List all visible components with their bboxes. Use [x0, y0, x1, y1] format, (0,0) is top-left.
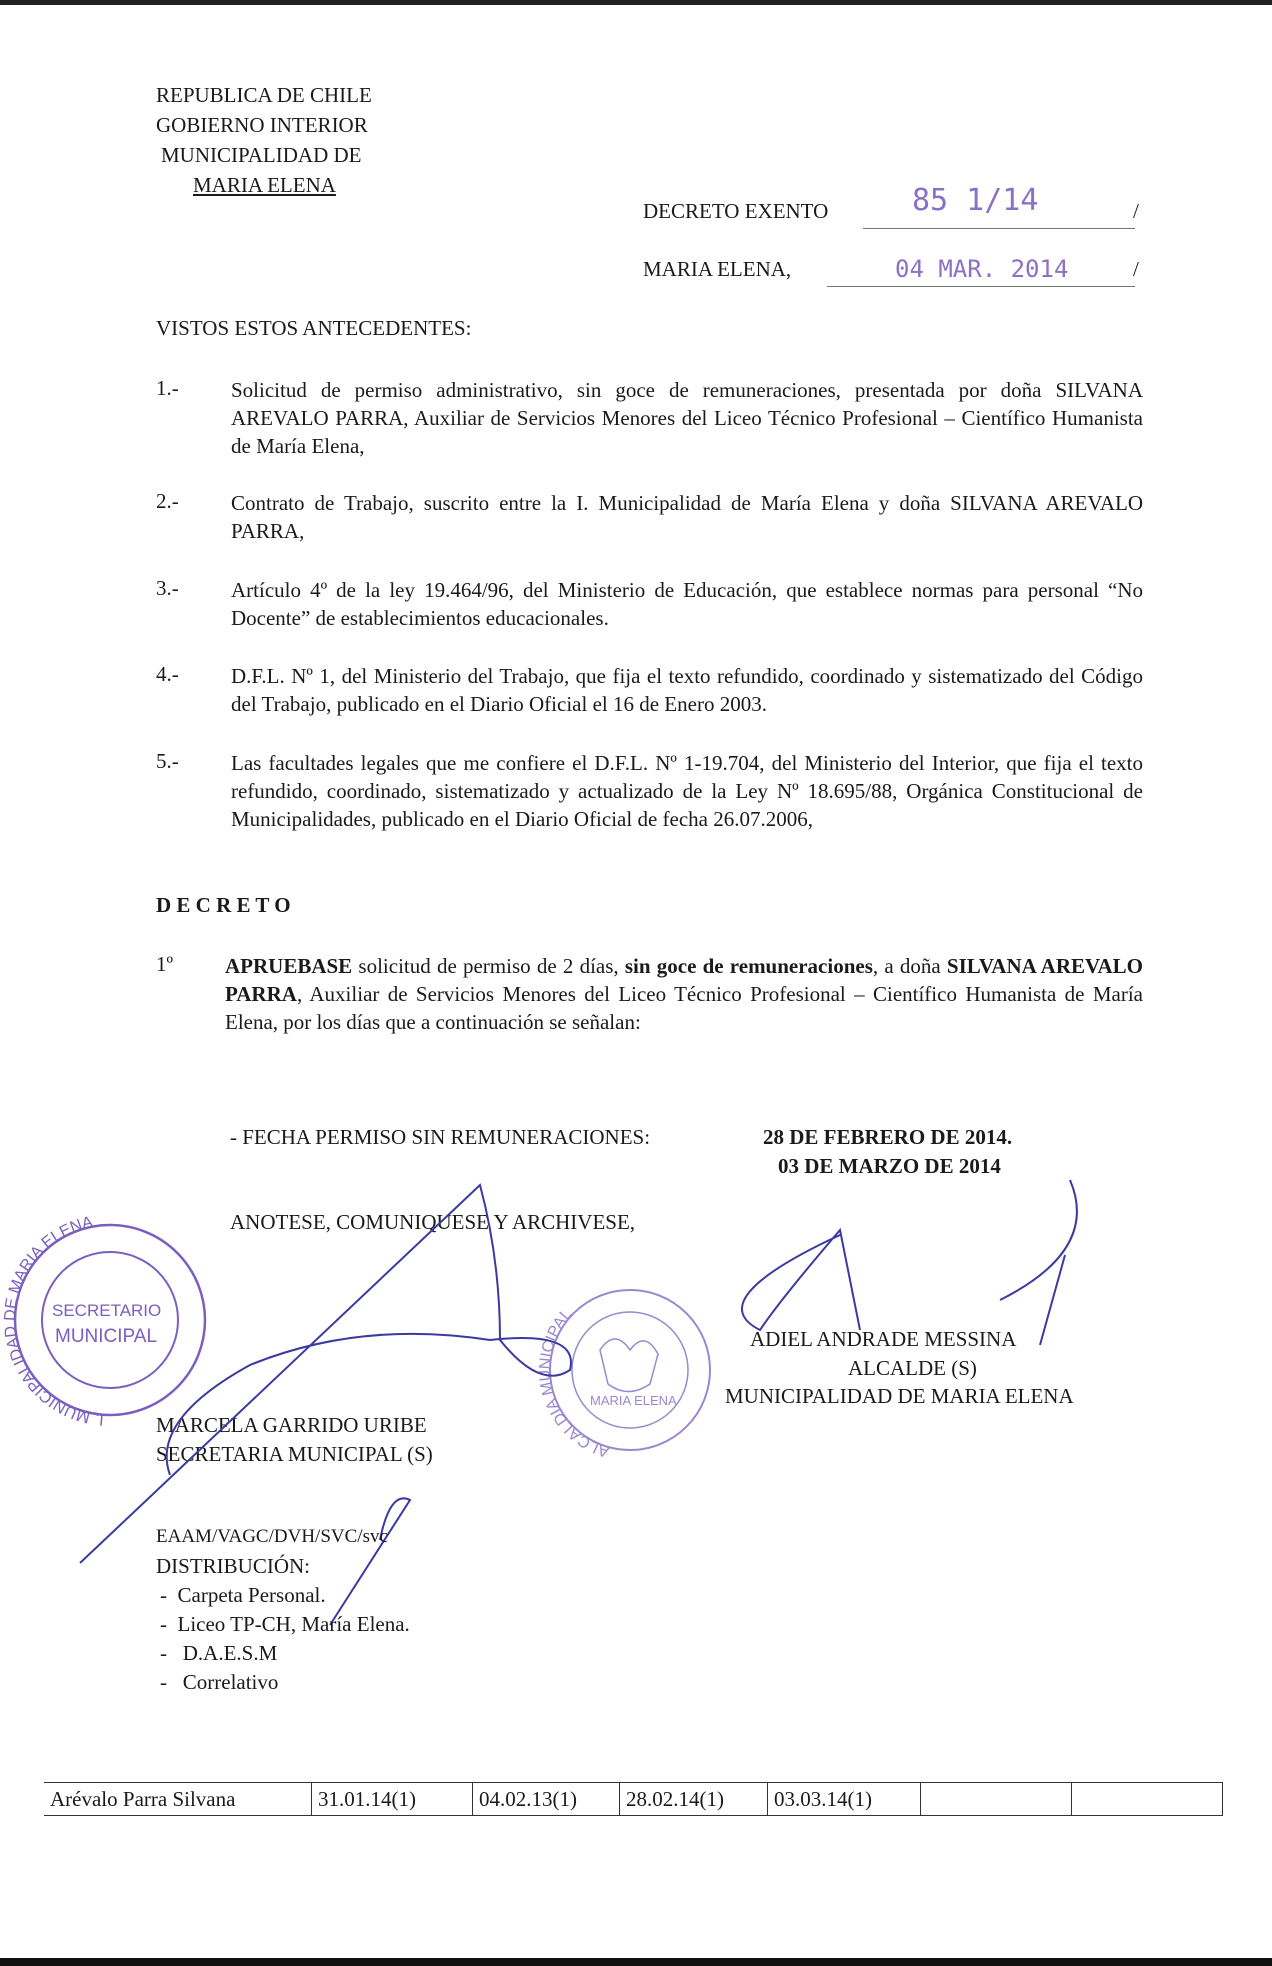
distribucion-item: - D.A.E.S.M [160, 1641, 278, 1665]
decreto-exento-label: DECRETO EXENTO [643, 199, 829, 223]
text: , a doña [872, 954, 947, 978]
distribucion-item-text: Carpeta Personal. [177, 1583, 326, 1607]
stamp-center-1: SECRETARIO [52, 1301, 162, 1320]
stamp-center-2: MUNICIPAL [55, 1326, 158, 1347]
distribucion-item: - Correlativo [160, 1670, 279, 1694]
distribucion-item: - Carpeta Personal. [160, 1583, 326, 1607]
closing-text: ANOTESE, COMUNIQUESE Y ARCHIVESE, [230, 1210, 636, 1234]
vistos-item: Las facultades legales que me confiere el D.F.L. Nº 1-19.704, del Ministerio del Interior, que fija el texto refundido, coordinado, sistematizado y actualizado de la Ley Nº 18.695/88, Orgánica Constitucional de Municipalidades, publicado en el Diario Oficial de fecha 26.07.2006, [231, 751, 1143, 831]
secretaria-name: MARCELA GARRIDO URIBE [156, 1413, 427, 1437]
item-number: 5.- [156, 749, 179, 773]
fecha-date-2: 03 DE MARZO DE 2014 [778, 1154, 1001, 1178]
bold-text: SILVANA AREVALO PARRA [225, 954, 1143, 1006]
alcalde-name: ADIEL ANDRADE MESSINA [750, 1327, 1017, 1351]
distribucion-title: DISTRIBUCIÓN: [156, 1554, 311, 1578]
text: , Auxiliar de Servicios Menores del Liceo Técnico Profesional – Científico Humanista de María Elena, por los días que a continuación se señalan: [225, 982, 1143, 1034]
text: solicitud de permiso de 2 días, [352, 954, 625, 978]
header-line-2: GOBIERNO INTERIOR [156, 113, 368, 137]
alcalde-title: ALCALDE (S) [848, 1356, 977, 1380]
item-number: 2.- [156, 489, 179, 513]
table-cell [921, 1783, 1072, 1816]
header-line-3: MUNICIPALIDAD DE [161, 143, 362, 167]
secretary-signature [80, 1185, 571, 1563]
table-cell: 31.01.14(1) [312, 1783, 473, 1816]
table-row [44, 1783, 1223, 1816]
vistos-item: D.F.L. Nº 1, del Ministerio del Trabajo, que fija el texto refundido, coordinado y sistematizado del Código del Trabajo, publicado en el Diario Oficial el 16 de Enero 2003. [231, 664, 1143, 716]
place-label: MARIA ELENA, [643, 257, 792, 281]
table-cell: Arévalo Parra Silvana [44, 1783, 312, 1816]
table-cell: 28.02.14(1) [620, 1783, 768, 1816]
vistos-item: Artículo 4º de la ley 19.464/96, del Ministerio de Educación, que establece normas para personal “No Docente” de establecimientos educacionales. [231, 578, 1143, 630]
distribucion-item-text: Liceo TP-CH, María Elena. [177, 1612, 410, 1636]
distribucion-item-text: Correlativo [182, 1670, 279, 1694]
slash: / [1133, 257, 1139, 281]
alcalde-org: MUNICIPALIDAD DE MARIA ELENA [725, 1384, 1074, 1408]
table-cell: 04.02.13(1) [473, 1783, 620, 1816]
table-cell: 03.03.14(1) [768, 1783, 921, 1816]
item-number: 4.- [156, 662, 179, 686]
header-line-4: MARIA ELENA [193, 173, 336, 197]
permission-record-table [44, 1782, 1223, 1816]
vistos-item: Contrato de Trabajo, suscrito entre la I. Municipalidad de María Elena y doña SILVANA AREVALO PARRA, [231, 491, 1143, 543]
decree-number: 85 1/14 [912, 183, 1039, 218]
initials: EAAM/VAGC/DVH/SVC/svc [156, 1526, 388, 1547]
vistos-item: Solicitud de permiso administrativo, sin goce de remuneraciones, presentada por doña SILVANA AREVALO PARRA, Auxiliar de Servicios Menores del Liceo Técnico Profesional – Científico Humanista de María Elena, [231, 378, 1143, 458]
alcalde-signature [742, 1180, 1077, 1345]
fecha-date-1: 28 DE FEBRERO DE 2014. [763, 1125, 1013, 1149]
item-number: 3.- [156, 576, 179, 600]
table-cell [1072, 1783, 1223, 1816]
header-line-1: REPUBLICA DE CHILE [156, 83, 372, 107]
decree-date: 04 MAR. 2014 [895, 255, 1069, 283]
initials-signature [330, 1498, 410, 1625]
item-number: 1.- [156, 376, 179, 400]
fecha-label: - FECHA PERMISO SIN REMUNERACIONES: [230, 1125, 651, 1149]
slash: / [1133, 199, 1139, 223]
alcaldia-bottom-text: MARIA ELENA [590, 1393, 677, 1408]
distribucion-item-text: D.A.E.S.M [182, 1641, 278, 1665]
stamp-ring-text: I. MUNICIPALIDAD DE MARIA ELENA [1, 1213, 105, 1428]
alcaldia-ring-text: ALCALDIA MUNICIPAL [536, 1305, 612, 1461]
bold-text: APRUEBASE [225, 954, 353, 978]
distribucion-item: - Liceo TP-CH, María Elena. [160, 1612, 410, 1636]
decreto-number: 1º [156, 952, 174, 976]
decreto-title: D E C R E T O [156, 893, 291, 917]
vistos-title: VISTOS ESTOS ANTECEDENTES: [156, 316, 472, 340]
bold-text: sin goce de remuneraciones [624, 954, 873, 978]
secretaria-title: SECRETARIA MUNICIPAL (S) [156, 1442, 433, 1466]
